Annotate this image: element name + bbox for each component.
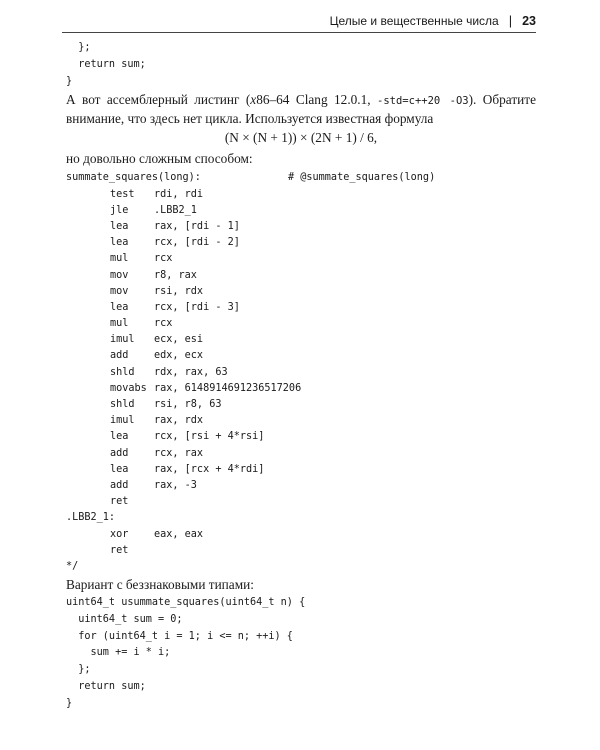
page-header [330, 13, 536, 28]
asm-operands: rax, rdx [154, 415, 204, 427]
asm-mnemonic: lea [110, 431, 129, 443]
asm-instruction-line [66, 187, 536, 203]
asm-instruction-line [66, 462, 536, 478]
asm-operands: rsi, rdx [154, 285, 204, 297]
text-run: А вот ассемблерный листинг ( [66, 92, 251, 108]
asm-operands: rdi, rdi [154, 188, 204, 200]
paragraph-asm-intro [66, 91, 536, 128]
compiler-flags: -std=c++20 -O3 [377, 95, 469, 108]
asm-mnemonic: mul [110, 253, 129, 265]
formula [66, 129, 536, 147]
asm-operands: rcx, [rdi - 3] [154, 301, 240, 313]
asm-operands: rax, -3 [154, 479, 197, 491]
asm-instruction-line [66, 446, 536, 462]
asm-instruction-line [66, 413, 536, 429]
asm-operands: rax, 6148914691236517206 [154, 382, 302, 394]
code-line: } [66, 75, 73, 87]
paragraph-unsigned: Вариант с беззнаковыми типами: [66, 577, 254, 593]
assembly-listing [66, 170, 536, 575]
text-run: 86–64 Clang 12.0.1, [256, 92, 378, 108]
asm-operands: rax, [rdi - 1] [154, 220, 240, 232]
code-line: }; [66, 42, 91, 53]
asm-mnemonic: test [110, 188, 135, 200]
asm-instruction-line [66, 429, 536, 445]
asm-instruction-line [66, 494, 536, 510]
code-line: for (uint64_t i = 1; i <= n; ++i) { [66, 630, 293, 642]
comment-close-line [66, 559, 536, 575]
asm-instruction-line [66, 316, 536, 332]
asm-mnemonic: shld [110, 366, 135, 378]
code-line: return sum; [66, 681, 146, 693]
asm-operands: rcx [154, 253, 173, 265]
asm-mnemonic: ret [110, 544, 129, 556]
asm-operands: rdx, rax, 63 [154, 366, 228, 378]
asm-instruction-line [66, 284, 536, 300]
asm-mnemonic: mul [110, 318, 129, 330]
asm-mnemonic: ret [110, 496, 129, 508]
asm-operands: rcx [154, 318, 173, 330]
running-title: Целые и вещественные числа [329, 13, 499, 28]
asm-operands: rcx, [rdi - 2] [154, 237, 240, 249]
asm-mnemonic: xor [110, 528, 129, 540]
code-block-top [66, 40, 536, 90]
asm-mnemonic: lea [110, 220, 129, 232]
asm-instruction-line [66, 478, 536, 494]
asm-mnemonic: movabs [110, 382, 147, 394]
asm-mnemonic: imul [110, 334, 135, 346]
asm-instruction-line [66, 381, 536, 397]
asm-instruction-line [66, 332, 536, 348]
header-rule [62, 32, 536, 33]
asm-operands: ecx, esi [154, 334, 204, 346]
code-line: sum += i * i; [66, 647, 171, 659]
asm-mnemonic: add [110, 447, 129, 459]
asm-mnemonic: add [110, 350, 129, 362]
asm-operands: edx, ecx [154, 350, 204, 362]
asm-mnemonic: jle [110, 204, 129, 216]
asm-instruction-line [66, 268, 536, 284]
asm-instruction-line [66, 397, 536, 413]
asm-mnemonic: add [110, 479, 129, 491]
page-content [66, 40, 536, 713]
asm-operands: .LBB2_1 [154, 204, 197, 216]
code-line: uint64_t usummate_squares(uint64_t n) { [66, 597, 306, 609]
code-block-bottom [66, 595, 536, 713]
asm-operands: rcx, [rsi + 4*rsi] [154, 431, 265, 443]
text-run: ). Обратите внимание, что здесь нет цикла. Используется известная формула [66, 92, 536, 127]
asm-comment: # @summate_squares(long) [288, 172, 436, 184]
text-run-italic: x [250, 92, 257, 108]
asm-mnemonic: mov [110, 269, 129, 281]
asm-branch-label: .LBB2_1: [66, 512, 116, 524]
asm-mnemonic: lea [110, 463, 129, 475]
asm-function-label: summate_squares(long): [66, 172, 201, 184]
asm-mnemonic: lea [110, 237, 129, 249]
asm-operands: rcx, rax [154, 447, 204, 459]
code-line: }; [66, 664, 91, 676]
asm-instruction-line [66, 543, 536, 559]
comment-close: */ [66, 560, 79, 572]
header-separator: | [508, 13, 513, 28]
asm-instruction-line [66, 235, 536, 251]
asm-mnemonic: shld [110, 399, 135, 411]
asm-mnemonic: lea [110, 301, 129, 313]
asm-mnemonic: mov [110, 285, 129, 297]
asm-branch-instructions [66, 527, 536, 559]
asm-instruction-line [66, 300, 536, 316]
page-number: 23 [522, 13, 536, 28]
paragraph-method: но довольно сложным способом: [66, 151, 253, 167]
asm-instruction-line [66, 219, 536, 235]
asm-instruction-line [66, 203, 536, 219]
asm-operands: r8, rax [154, 269, 197, 281]
asm-instruction-line [66, 348, 536, 364]
asm-instruction-line [66, 527, 536, 543]
code-line: return sum; [66, 58, 146, 70]
asm-instruction-line [66, 251, 536, 267]
asm-mnemonic: imul [110, 415, 135, 427]
asm-label-line [66, 510, 536, 526]
formula-text: (N × (N + 1)) × (2N + 1) / 6, [224, 130, 378, 146]
asm-label-line [66, 170, 536, 186]
asm-operands: eax, eax [154, 528, 204, 540]
asm-operands: rax, [rcx + 4*rdi] [154, 463, 265, 475]
asm-operands: rsi, r8, 63 [154, 399, 222, 411]
asm-instructions [66, 187, 536, 511]
asm-instruction-line [66, 365, 536, 381]
code-line: } [66, 697, 73, 709]
code-line: uint64_t sum = 0; [66, 613, 183, 625]
